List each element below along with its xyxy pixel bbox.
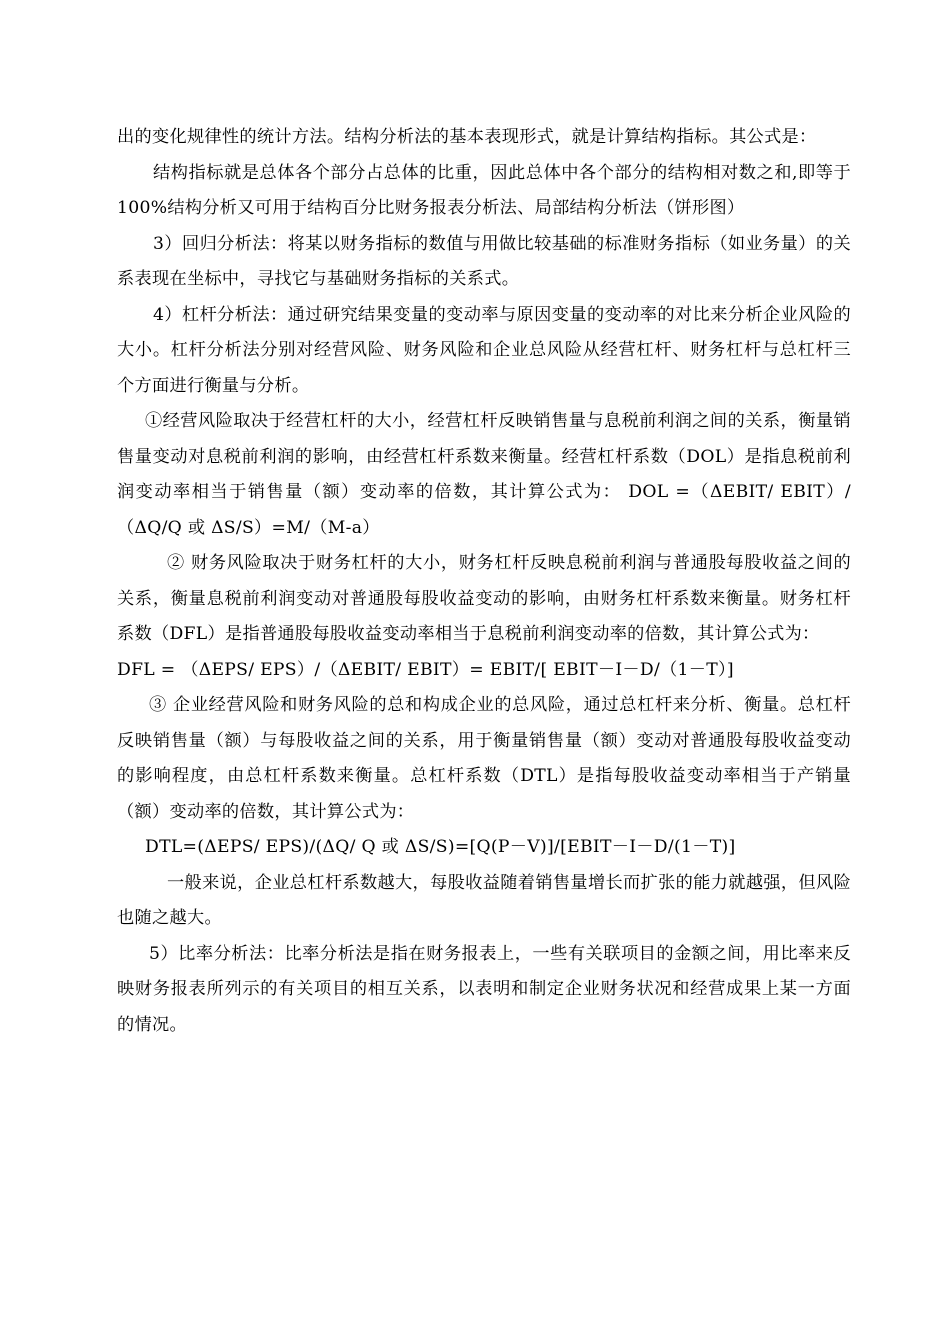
paragraph-leverage-analysis: 4）杠杆分析法：通过研究结果变量的变动率与原因变量的变动率的对比来分析企业风险的大小。杠杆分析法分别对经营风险、财务风险和企业总风险从经营杠杆、财务杠杆与总杠杆三个方面进行衡量与分析。 xyxy=(117,304,851,396)
paragraph-financial-leverage: ② 财务风险取决于财务杠杆的大小，财务杠杆反映息税前利润与普通股每股收益之间的关系，衡量息税前利润变动对普通股每股收益变动的影响，由财务杠杆系数来衡量。财务杠杆系数（DFL）是指普通股每股收益变动率相当于息税前利润变动率的倍数，其计算公式为： xyxy=(117,553,851,644)
paragraph-operating-leverage: ①经营风险取决于经营杠杆的大小，经营杠杆反映销售量与息税前利润之间的关系，衡量销售量变动对息税前利润的影响，由经营杠杆系数来衡量。经营杠杆系数（DOL）是指息税前利润变动率相当于销售量（额）变动率的倍数，其计算公式为： DOL =（ΔEBIT/ EBIT）/（ΔQ/Q 或 ΔS/S）=M/（M-a） xyxy=(117,411,851,538)
paragraph-total-leverage: ③ 企业经营风险和财务风险的总和构成企业的总风险，通过总杠杆来分析、衡量。总杠杆反映销售量（额）与每股收益之间的关系，用于衡量销售量（额）变动对普通股每股收益变动的影响程度，由总杠杆系数来衡量。总杠杆系数（DTL）是指每股收益变动率相当于产销量（额）变动率的倍数，其计算公式为： xyxy=(117,695,851,822)
formula-dtl: DTL=(ΔEPS/ EPS)/(ΔQ/ Q 或 ΔS/S)=[Q(P－V)]/[EBIT－I－D/(1－T)] xyxy=(145,837,736,857)
formula-dfl: DFL = （ΔEPS/ EPS）/（ΔEBIT/ EBIT）= EBIT/[ EBIT－I－D/（1－T）] xyxy=(117,659,734,680)
document-body xyxy=(117,120,851,1043)
paragraph-structure-method-end: 出的变化规律性的统计方法。结构分析法的基本表现形式，就是计算结构指标。其公式是： xyxy=(117,127,817,147)
paragraph-regression-analysis: 3）回归分析法：将某以财务指标的数值与用做比较基础的标准财务指标（如业务量）的关系表现在坐标中，寻找它与基础财务指标的关系式。 xyxy=(117,233,851,289)
paragraph-conclusion: 一般来说，企业总杠杆系数越大，每股收益随着销售量增长而扩张的能力就越强，但风险也随之越大。 xyxy=(117,872,851,928)
paragraph-structure-indicator: 结构指标就是总体各个部分占总体的比重，因此总体中各个部分的结构相对数之和,即等于 100%结构分析又可用于结构百分比财务报表分析法、局部结构分析法（饼形图） xyxy=(117,162,851,218)
paragraph-ratio-analysis: 5）比率分析法：比率分析法是指在财务报表上，一些有关联项目的金额之间，用比率来反映财务报表所列示的有关项目的相互关系，以表明和制定企业财务状况和经营成果上某一方面的情况。 xyxy=(117,943,851,1035)
